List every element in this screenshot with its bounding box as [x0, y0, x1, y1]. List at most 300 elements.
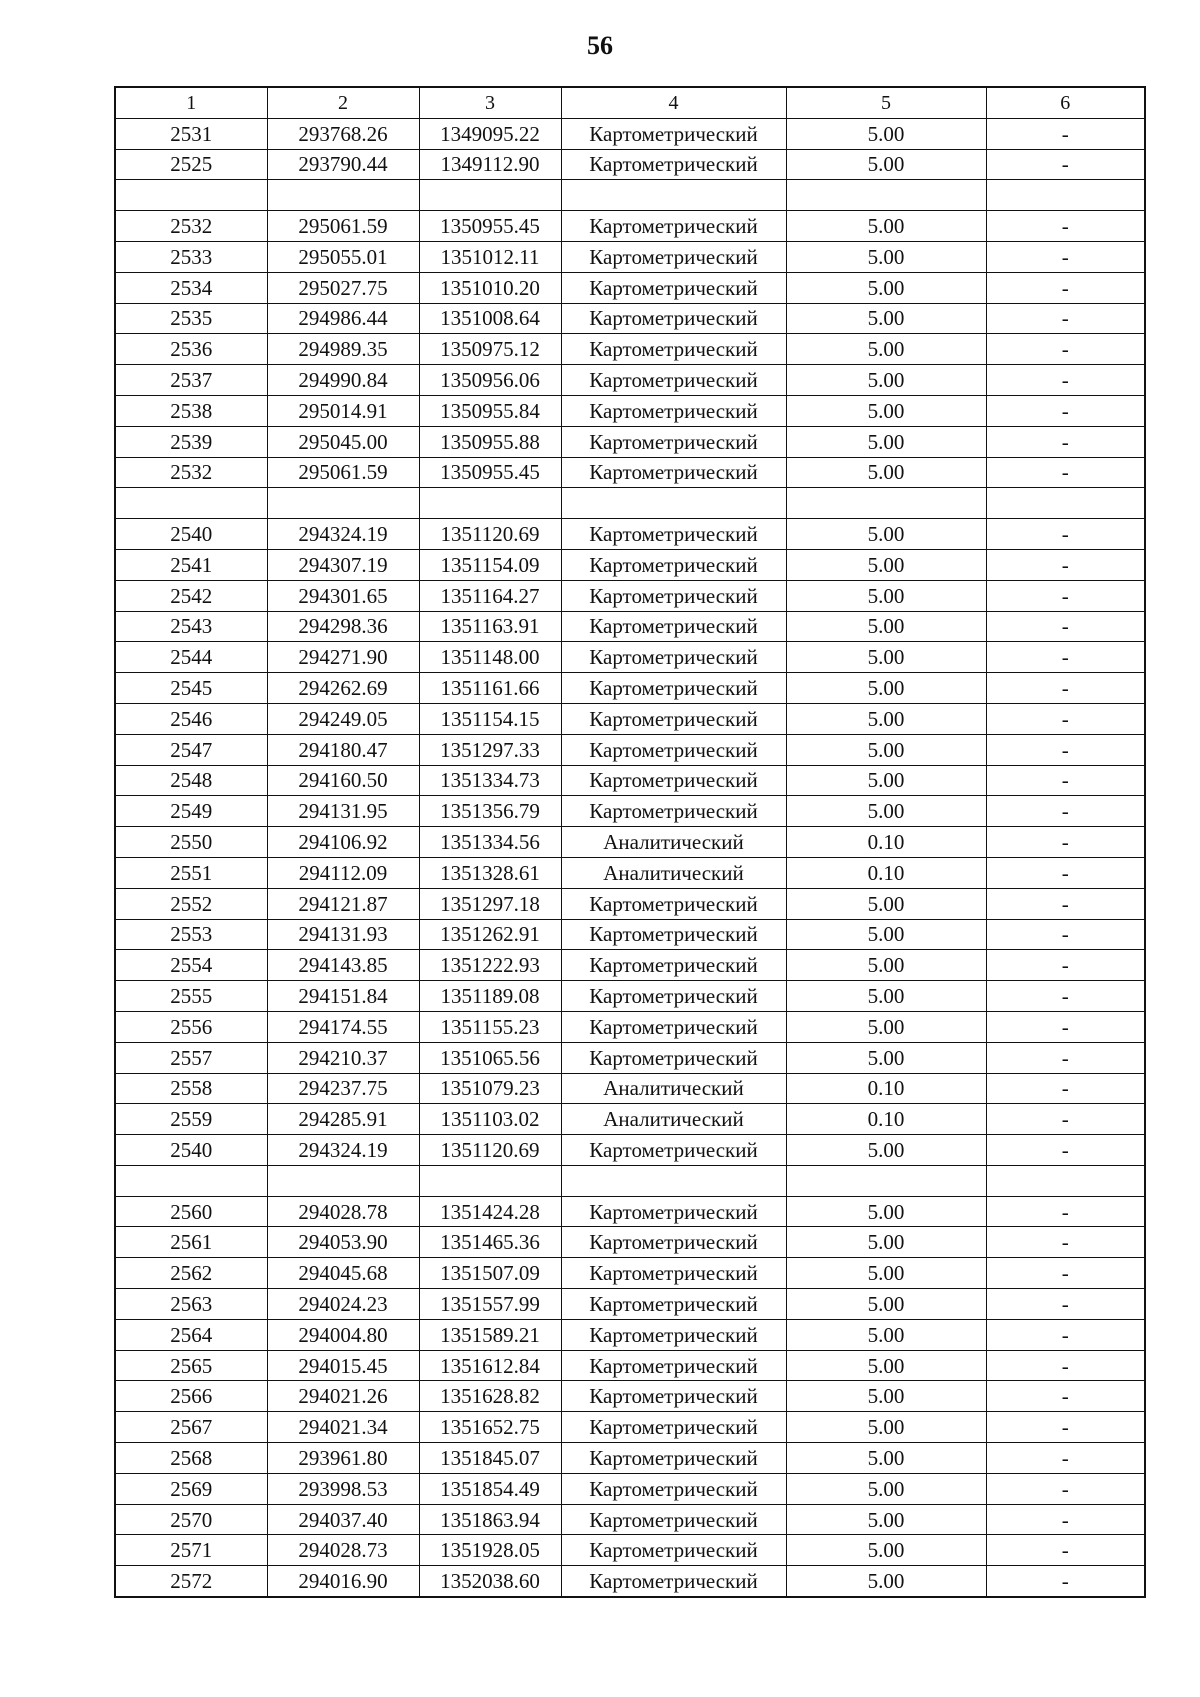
- point-number-cell: 2525: [115, 149, 267, 180]
- method-cell: Аналитический: [561, 1104, 786, 1135]
- header-col-3: 3: [419, 87, 561, 118]
- point-number-cell: 2557: [115, 1042, 267, 1073]
- x-coordinate-cell: 295061.59: [267, 211, 419, 242]
- accuracy-cell: 5.00: [786, 272, 986, 303]
- accuracy-cell: 0.10: [786, 857, 986, 888]
- point-number-cell: 2533: [115, 241, 267, 272]
- accuracy-cell: 5.00: [786, 211, 986, 242]
- x-coordinate-cell: 294016.90: [267, 1566, 419, 1597]
- point-number-cell: 2555: [115, 981, 267, 1012]
- accuracy-cell: 5.00: [786, 580, 986, 611]
- x-coordinate-cell: 294037.40: [267, 1504, 419, 1535]
- y-coordinate-cell: 1351154.15: [419, 703, 561, 734]
- table-row: [115, 395, 1145, 426]
- note-cell: [986, 1165, 1145, 1196]
- accuracy-cell: 0.10: [786, 1073, 986, 1104]
- note-cell: -: [986, 1350, 1145, 1381]
- accuracy-cell: 5.00: [786, 1196, 986, 1227]
- method-cell: Картометрический: [561, 642, 786, 673]
- note-cell: -: [986, 765, 1145, 796]
- table-row: [115, 1443, 1145, 1474]
- y-coordinate-cell: 1351189.08: [419, 981, 561, 1012]
- method-cell: Картометрический: [561, 118, 786, 149]
- method-cell: Картометрический: [561, 1381, 786, 1412]
- table-row: [115, 1504, 1145, 1535]
- note-cell: -: [986, 703, 1145, 734]
- note-cell: -: [986, 1258, 1145, 1289]
- y-coordinate-cell: 1351652.75: [419, 1412, 561, 1443]
- accuracy-cell: 5.00: [786, 919, 986, 950]
- y-coordinate-cell: 1351297.18: [419, 888, 561, 919]
- table-row: [115, 1412, 1145, 1443]
- note-cell: -: [986, 1135, 1145, 1166]
- header-col-4: 4: [561, 87, 786, 118]
- accuracy-cell: 5.00: [786, 1011, 986, 1042]
- method-cell: Картометрический: [561, 734, 786, 765]
- y-coordinate-cell: 1351222.93: [419, 950, 561, 981]
- accuracy-cell: 5.00: [786, 1412, 986, 1443]
- y-coordinate-cell: 1351161.66: [419, 673, 561, 704]
- accuracy-cell: 5.00: [786, 734, 986, 765]
- x-coordinate-cell: 295055.01: [267, 241, 419, 272]
- point-number-cell: 2559: [115, 1104, 267, 1135]
- y-coordinate-cell: 1350955.45: [419, 457, 561, 488]
- note-cell: -: [986, 118, 1145, 149]
- y-coordinate-cell: 1351120.69: [419, 1135, 561, 1166]
- accuracy-cell: 5.00: [786, 703, 986, 734]
- note-cell: -: [986, 1443, 1145, 1474]
- point-number-cell: 2539: [115, 426, 267, 457]
- note-cell: -: [986, 1473, 1145, 1504]
- y-coordinate-cell: 1351103.02: [419, 1104, 561, 1135]
- x-coordinate-cell: 294004.80: [267, 1319, 419, 1350]
- note-cell: -: [986, 519, 1145, 550]
- point-number-cell: [115, 1165, 267, 1196]
- y-coordinate-cell: 1351155.23: [419, 1011, 561, 1042]
- accuracy-cell: 5.00: [786, 1566, 986, 1597]
- note-cell: -: [986, 549, 1145, 580]
- y-coordinate-cell: 1351164.27: [419, 580, 561, 611]
- x-coordinate-cell: 294324.19: [267, 519, 419, 550]
- method-cell: Картометрический: [561, 272, 786, 303]
- note-cell: [986, 180, 1145, 211]
- accuracy-cell: 5.00: [786, 1319, 986, 1350]
- note-cell: -: [986, 1381, 1145, 1412]
- table-row: [115, 1135, 1145, 1166]
- y-coordinate-cell: [419, 488, 561, 519]
- y-coordinate-cell: 1350956.06: [419, 365, 561, 396]
- table-row: [115, 1473, 1145, 1504]
- x-coordinate-cell: 295014.91: [267, 395, 419, 426]
- accuracy-cell: 0.10: [786, 1104, 986, 1135]
- note-cell: -: [986, 1011, 1145, 1042]
- x-coordinate-cell: 294262.69: [267, 673, 419, 704]
- y-coordinate-cell: 1351328.61: [419, 857, 561, 888]
- x-coordinate-cell: 294028.73: [267, 1535, 419, 1566]
- accuracy-cell: 5.00: [786, 981, 986, 1012]
- table-row: [115, 1381, 1145, 1412]
- x-coordinate-cell: 294131.95: [267, 796, 419, 827]
- y-coordinate-cell: 1349095.22: [419, 118, 561, 149]
- accuracy-cell: 5.00: [786, 765, 986, 796]
- point-number-cell: 2548: [115, 765, 267, 796]
- table-row: [115, 149, 1145, 180]
- method-cell: Картометрический: [561, 1412, 786, 1443]
- point-number-cell: 2536: [115, 334, 267, 365]
- method-cell: Картометрический: [561, 365, 786, 396]
- method-cell: Картометрический: [561, 1196, 786, 1227]
- note-cell: -: [986, 241, 1145, 272]
- y-coordinate-cell: 1351612.84: [419, 1350, 561, 1381]
- accuracy-cell: 5.00: [786, 796, 986, 827]
- y-coordinate-cell: 1349112.90: [419, 149, 561, 180]
- method-cell: Аналитический: [561, 857, 786, 888]
- x-coordinate-cell: 294298.36: [267, 611, 419, 642]
- accuracy-cell: 5.00: [786, 303, 986, 334]
- point-number-cell: 2538: [115, 395, 267, 426]
- y-coordinate-cell: 1351163.91: [419, 611, 561, 642]
- method-cell: Картометрический: [561, 1473, 786, 1504]
- table-row: [115, 950, 1145, 981]
- coordinates-table: [114, 86, 1146, 1598]
- point-number-cell: 2534: [115, 272, 267, 303]
- x-coordinate-cell: [267, 1165, 419, 1196]
- point-number-cell: 2551: [115, 857, 267, 888]
- table-row: [115, 888, 1145, 919]
- y-coordinate-cell: 1351154.09: [419, 549, 561, 580]
- accuracy-cell: 5.00: [786, 1443, 986, 1474]
- note-cell: -: [986, 1566, 1145, 1597]
- x-coordinate-cell: 295061.59: [267, 457, 419, 488]
- table-row: [115, 303, 1145, 334]
- y-coordinate-cell: 1350975.12: [419, 334, 561, 365]
- note-cell: -: [986, 1504, 1145, 1535]
- y-coordinate-cell: 1351863.94: [419, 1504, 561, 1535]
- accuracy-cell: [786, 1165, 986, 1196]
- header-col-2: 2: [267, 87, 419, 118]
- point-number-cell: 2540: [115, 1135, 267, 1166]
- point-number-cell: 2562: [115, 1258, 267, 1289]
- accuracy-cell: 5.00: [786, 519, 986, 550]
- x-coordinate-cell: 294301.65: [267, 580, 419, 611]
- table-row: [115, 642, 1145, 673]
- method-cell: Картометрический: [561, 611, 786, 642]
- table-row: [115, 457, 1145, 488]
- note-cell: -: [986, 734, 1145, 765]
- x-coordinate-cell: 293790.44: [267, 149, 419, 180]
- x-coordinate-cell: 294021.26: [267, 1381, 419, 1412]
- note-cell: -: [986, 673, 1145, 704]
- x-coordinate-cell: 293961.80: [267, 1443, 419, 1474]
- point-number-cell: 2558: [115, 1073, 267, 1104]
- method-cell: Картометрический: [561, 1258, 786, 1289]
- x-coordinate-cell: 294324.19: [267, 1135, 419, 1166]
- note-cell: -: [986, 1196, 1145, 1227]
- table-row: [115, 981, 1145, 1012]
- accuracy-cell: 5.00: [786, 334, 986, 365]
- accuracy-cell: 5.00: [786, 549, 986, 580]
- method-cell: [561, 1165, 786, 1196]
- accuracy-cell: 5.00: [786, 365, 986, 396]
- table-row: [115, 334, 1145, 365]
- method-cell: Картометрический: [561, 1319, 786, 1350]
- point-number-cell: 2563: [115, 1289, 267, 1320]
- point-number-cell: 2566: [115, 1381, 267, 1412]
- method-cell: Картометрический: [561, 211, 786, 242]
- y-coordinate-cell: 1351334.73: [419, 765, 561, 796]
- x-coordinate-cell: 294160.50: [267, 765, 419, 796]
- point-number-cell: 2542: [115, 580, 267, 611]
- note-cell: -: [986, 796, 1145, 827]
- table-row: [115, 1289, 1145, 1320]
- point-number-cell: 2537: [115, 365, 267, 396]
- method-cell: Картометрический: [561, 1289, 786, 1320]
- point-number-cell: 2535: [115, 303, 267, 334]
- table-row: [115, 1566, 1145, 1597]
- method-cell: Картометрический: [561, 149, 786, 180]
- point-number-cell: 2570: [115, 1504, 267, 1535]
- method-cell: Картометрический: [561, 673, 786, 704]
- x-coordinate-cell: 294045.68: [267, 1258, 419, 1289]
- point-number-cell: 2565: [115, 1350, 267, 1381]
- method-cell: Картометрический: [561, 1535, 786, 1566]
- accuracy-cell: 5.00: [786, 1042, 986, 1073]
- table-row: [115, 919, 1145, 950]
- method-cell: Картометрический: [561, 1566, 786, 1597]
- y-coordinate-cell: 1351120.69: [419, 519, 561, 550]
- note-cell: -: [986, 395, 1145, 426]
- point-number-cell: 2556: [115, 1011, 267, 1042]
- x-coordinate-cell: 294121.87: [267, 888, 419, 919]
- method-cell: Картометрический: [561, 1350, 786, 1381]
- x-coordinate-cell: 294174.55: [267, 1011, 419, 1042]
- table-row: [115, 1042, 1145, 1073]
- table-row: [115, 519, 1145, 550]
- y-coordinate-cell: 1351012.11: [419, 241, 561, 272]
- x-coordinate-cell: 294151.84: [267, 981, 419, 1012]
- x-coordinate-cell: 294028.78: [267, 1196, 419, 1227]
- note-cell: -: [986, 303, 1145, 334]
- point-number-cell: 2571: [115, 1535, 267, 1566]
- accuracy-cell: 5.00: [786, 1258, 986, 1289]
- accuracy-cell: 5.00: [786, 1473, 986, 1504]
- x-coordinate-cell: 294271.90: [267, 642, 419, 673]
- method-cell: [561, 488, 786, 519]
- x-coordinate-cell: 294015.45: [267, 1350, 419, 1381]
- table-row: [115, 241, 1145, 272]
- y-coordinate-cell: 1351424.28: [419, 1196, 561, 1227]
- table-row: [115, 703, 1145, 734]
- table-row: [115, 857, 1145, 888]
- y-coordinate-cell: 1351928.05: [419, 1535, 561, 1566]
- point-number-cell: 2552: [115, 888, 267, 919]
- accuracy-cell: 5.00: [786, 241, 986, 272]
- x-coordinate-cell: 294021.34: [267, 1412, 419, 1443]
- method-cell: Картометрический: [561, 1042, 786, 1073]
- y-coordinate-cell: 1351008.64: [419, 303, 561, 334]
- point-number-cell: 2547: [115, 734, 267, 765]
- x-coordinate-cell: 294143.85: [267, 950, 419, 981]
- note-cell: -: [986, 580, 1145, 611]
- table-row: [115, 1011, 1145, 1042]
- y-coordinate-cell: 1351148.00: [419, 642, 561, 673]
- method-cell: Картометрический: [561, 241, 786, 272]
- note-cell: -: [986, 1535, 1145, 1566]
- note-cell: -: [986, 1073, 1145, 1104]
- accuracy-cell: 5.00: [786, 118, 986, 149]
- method-cell: Картометрический: [561, 519, 786, 550]
- y-coordinate-cell: 1351557.99: [419, 1289, 561, 1320]
- y-coordinate-cell: 1351065.56: [419, 1042, 561, 1073]
- point-number-cell: 2567: [115, 1412, 267, 1443]
- method-cell: Картометрический: [561, 426, 786, 457]
- note-cell: -: [986, 827, 1145, 858]
- point-number-cell: 2546: [115, 703, 267, 734]
- method-cell: Картометрический: [561, 950, 786, 981]
- accuracy-cell: 5.00: [786, 457, 986, 488]
- method-cell: Картометрический: [561, 395, 786, 426]
- method-cell: Картометрический: [561, 1227, 786, 1258]
- x-coordinate-cell: 294307.19: [267, 549, 419, 580]
- y-coordinate-cell: 1351628.82: [419, 1381, 561, 1412]
- note-cell: -: [986, 950, 1145, 981]
- accuracy-cell: [786, 488, 986, 519]
- header-col-1: 1: [115, 87, 267, 118]
- accuracy-cell: 5.00: [786, 642, 986, 673]
- accuracy-cell: 5.00: [786, 149, 986, 180]
- accuracy-cell: 5.00: [786, 1289, 986, 1320]
- point-number-cell: 2560: [115, 1196, 267, 1227]
- method-cell: Картометрический: [561, 457, 786, 488]
- point-number-cell: 2544: [115, 642, 267, 673]
- method-cell: Картометрический: [561, 919, 786, 950]
- accuracy-cell: 5.00: [786, 673, 986, 704]
- x-coordinate-cell: 294990.84: [267, 365, 419, 396]
- note-cell: -: [986, 1104, 1145, 1135]
- table-separator-row: [115, 180, 1145, 211]
- method-cell: Картометрический: [561, 1504, 786, 1535]
- point-number-cell: 2561: [115, 1227, 267, 1258]
- note-cell: -: [986, 457, 1145, 488]
- accuracy-cell: 5.00: [786, 1535, 986, 1566]
- point-number-cell: 2568: [115, 1443, 267, 1474]
- table-row: [115, 1073, 1145, 1104]
- method-cell: Аналитический: [561, 1073, 786, 1104]
- table-row: [115, 1227, 1145, 1258]
- y-coordinate-cell: [419, 1165, 561, 1196]
- note-cell: -: [986, 334, 1145, 365]
- table-row: [115, 549, 1145, 580]
- y-coordinate-cell: 1351507.09: [419, 1258, 561, 1289]
- point-number-cell: [115, 488, 267, 519]
- note-cell: -: [986, 857, 1145, 888]
- table-row: [115, 734, 1145, 765]
- accuracy-cell: 5.00: [786, 1350, 986, 1381]
- note-cell: -: [986, 272, 1145, 303]
- table-row: [115, 211, 1145, 242]
- x-coordinate-cell: 294053.90: [267, 1227, 419, 1258]
- table-row: [115, 1258, 1145, 1289]
- point-number-cell: 2541: [115, 549, 267, 580]
- x-coordinate-cell: 294285.91: [267, 1104, 419, 1135]
- y-coordinate-cell: 1351297.33: [419, 734, 561, 765]
- point-number-cell: 2553: [115, 919, 267, 950]
- table-body: [115, 118, 1145, 1597]
- x-coordinate-cell: 294112.09: [267, 857, 419, 888]
- note-cell: -: [986, 919, 1145, 950]
- note-cell: -: [986, 642, 1145, 673]
- point-number-cell: 2543: [115, 611, 267, 642]
- x-coordinate-cell: 294249.05: [267, 703, 419, 734]
- note-cell: -: [986, 211, 1145, 242]
- point-number-cell: 2531: [115, 118, 267, 149]
- table-row: [115, 1350, 1145, 1381]
- note-cell: -: [986, 611, 1145, 642]
- y-coordinate-cell: 1351465.36: [419, 1227, 561, 1258]
- table-row: [115, 1319, 1145, 1350]
- point-number-cell: 2554: [115, 950, 267, 981]
- method-cell: Картометрический: [561, 1443, 786, 1474]
- note-cell: -: [986, 1289, 1145, 1320]
- header-col-5: 5: [786, 87, 986, 118]
- point-number-cell: [115, 180, 267, 211]
- accuracy-cell: 5.00: [786, 1381, 986, 1412]
- x-coordinate-cell: 294024.23: [267, 1289, 419, 1320]
- x-coordinate-cell: 295027.75: [267, 272, 419, 303]
- note-cell: -: [986, 426, 1145, 457]
- table-row: [115, 796, 1145, 827]
- table-header: [115, 87, 1145, 118]
- table-row: [115, 765, 1145, 796]
- accuracy-cell: 5.00: [786, 1135, 986, 1166]
- y-coordinate-cell: 1351356.79: [419, 796, 561, 827]
- method-cell: Картометрический: [561, 303, 786, 334]
- note-cell: -: [986, 149, 1145, 180]
- point-number-cell: 2572: [115, 1566, 267, 1597]
- note-cell: -: [986, 888, 1145, 919]
- y-coordinate-cell: 1351334.56: [419, 827, 561, 858]
- accuracy-cell: 5.00: [786, 1504, 986, 1535]
- accuracy-cell: [786, 180, 986, 211]
- y-coordinate-cell: 1351589.21: [419, 1319, 561, 1350]
- method-cell: [561, 180, 786, 211]
- accuracy-cell: 5.00: [786, 1227, 986, 1258]
- y-coordinate-cell: 1352038.60: [419, 1566, 561, 1597]
- y-coordinate-cell: 1350955.45: [419, 211, 561, 242]
- x-coordinate-cell: 294131.93: [267, 919, 419, 950]
- x-coordinate-cell: 294237.75: [267, 1073, 419, 1104]
- note-cell: -: [986, 1319, 1145, 1350]
- x-coordinate-cell: 294989.35: [267, 334, 419, 365]
- x-coordinate-cell: 293768.26: [267, 118, 419, 149]
- point-number-cell: 2532: [115, 457, 267, 488]
- accuracy-cell: 5.00: [786, 888, 986, 919]
- note-cell: [986, 488, 1145, 519]
- header-row: [115, 87, 1145, 118]
- y-coordinate-cell: 1350955.88: [419, 426, 561, 457]
- point-number-cell: 2564: [115, 1319, 267, 1350]
- point-number-cell: 2549: [115, 796, 267, 827]
- point-number-cell: 2532: [115, 211, 267, 242]
- y-coordinate-cell: 1351262.91: [419, 919, 561, 950]
- page-number: 56: [587, 31, 613, 60]
- note-cell: -: [986, 365, 1145, 396]
- table-row: [115, 426, 1145, 457]
- note-cell: -: [986, 1042, 1145, 1073]
- method-cell: Картометрический: [561, 888, 786, 919]
- y-coordinate-cell: 1351854.49: [419, 1473, 561, 1504]
- x-coordinate-cell: [267, 488, 419, 519]
